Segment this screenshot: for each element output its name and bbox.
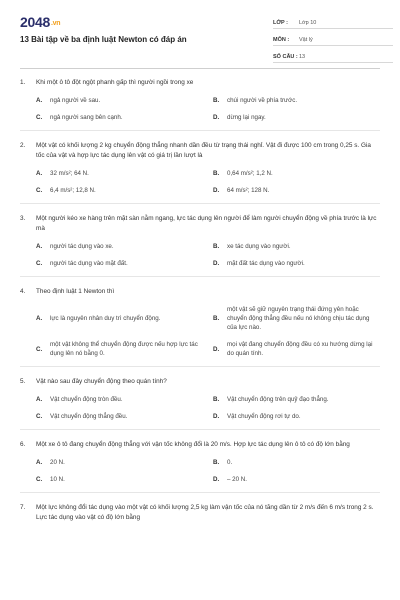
- question-text: Một vật có khối lượng 2 kg chuyển động thẳng nhanh dần đều từ trạng thái nghỉ. Vật đi được 100 cm trong 0,25 s. Gia tốc của vật và hợp lực tác dụng lên vật có giá trị lần lượt là: [36, 142, 371, 159]
- answer-option[interactable]: [36, 242, 203, 251]
- option-letter: B.: [213, 97, 220, 104]
- option-text: người tác dụng vào mặt đất.: [50, 260, 128, 267]
- meta-label: MÔN :: [273, 37, 290, 43]
- answer-option[interactable]: [213, 412, 380, 421]
- question-item: [20, 377, 380, 430]
- meta-value: Vật lý: [299, 37, 313, 43]
- question-item: [20, 440, 380, 493]
- option-letter: A.: [36, 243, 43, 250]
- answer-option[interactable]: [36, 412, 203, 421]
- question-number: 5.: [20, 378, 26, 385]
- meta-table: [273, 12, 393, 63]
- answer-option[interactable]: [36, 475, 203, 484]
- question-text: Một lực không đổi tác dụng vào một vật có khối lượng 2,5 kg làm vận tốc của nó tăng dần từ 2 m/s đến 6 m/s trong 2 s. Lực tác dụng vào vật có độ lớn bằng: [36, 504, 374, 521]
- question-header: [20, 503, 380, 523]
- option-letter: D.: [213, 260, 220, 267]
- option-letter: D.: [213, 114, 220, 121]
- logo-tld: .vn: [50, 19, 61, 27]
- question-number: 4.: [20, 288, 26, 295]
- option-text: – 20 N.: [227, 476, 247, 483]
- option-text: ngả người về sau.: [50, 97, 101, 104]
- option-text: 0.: [227, 459, 233, 466]
- answer-option[interactable]: [213, 340, 380, 358]
- question-text: Khi một ô tô đột ngột phanh gấp thì người ngồi trong xe: [36, 79, 194, 86]
- option-text: 0,64 m/s²; 1,2 N.: [227, 170, 273, 177]
- question-header: [20, 287, 380, 297]
- question-number: 1.: [20, 79, 26, 86]
- option-letter: A.: [36, 97, 43, 104]
- meta-value: 13: [299, 54, 306, 60]
- question-header: [20, 214, 380, 234]
- page-title: 13 Bài tập về ba định luật Newton có đáp án: [20, 35, 187, 44]
- meta-value: Lớp 10: [299, 20, 317, 26]
- answer-option[interactable]: [36, 458, 203, 467]
- meta-row-class: [273, 12, 393, 29]
- option-text: xe tác dụng vào người.: [227, 243, 291, 250]
- option-text: Vật chuyển động trên quỹ đạo thẳng.: [227, 396, 329, 403]
- answer-options: [20, 395, 380, 421]
- answer-options: [20, 458, 380, 484]
- question-header: [20, 377, 380, 387]
- question-text: Một người kéo xe hàng trên mặt sàn nằm ngang, lực tác dụng lên người để làm người chuyển động về phía trước là lực mà: [36, 215, 377, 232]
- option-text: Vật chuyển động rơi tự do.: [227, 413, 301, 420]
- option-text: chúi người về phía trước.: [227, 97, 298, 104]
- question-number: 2.: [20, 142, 26, 149]
- answer-option[interactable]: [213, 96, 380, 105]
- question-list: [20, 78, 380, 541]
- option-text: mọi vật đang chuyển động đều có xu hướng dừng lại do quán tính.: [227, 341, 373, 357]
- answer-options: [20, 169, 380, 195]
- option-letter: B.: [213, 315, 220, 322]
- answer-options: [20, 242, 380, 268]
- option-text: mặt đất tác dụng vào người.: [227, 260, 305, 267]
- answer-option[interactable]: [36, 169, 203, 178]
- question-header: [20, 440, 380, 450]
- question-item: [20, 287, 380, 367]
- meta-label: LỚP :: [273, 20, 288, 26]
- option-text: 6,4 m/s²; 12,8 N.: [50, 187, 96, 194]
- answer-option[interactable]: [36, 305, 203, 332]
- question-text: Theo định luật 1 Newton thì: [36, 288, 115, 295]
- option-text: ngả người sang bên cạnh.: [50, 114, 123, 121]
- answer-option[interactable]: [36, 96, 203, 105]
- question-item: [20, 78, 380, 131]
- option-letter: C.: [36, 413, 43, 420]
- answer-option[interactable]: [36, 340, 203, 358]
- option-letter: C.: [36, 476, 43, 483]
- option-text: 32 m/s²; 64 N.: [50, 170, 89, 177]
- question-header: [20, 141, 380, 161]
- option-letter: D.: [213, 187, 220, 194]
- answer-option[interactable]: [213, 113, 380, 122]
- answer-option[interactable]: [213, 259, 380, 268]
- option-letter: B.: [213, 243, 220, 250]
- answer-option[interactable]: [213, 475, 380, 484]
- meta-row-subject: [273, 29, 393, 46]
- option-letter: C.: [36, 114, 43, 121]
- question-number: 7.: [20, 504, 26, 511]
- option-letter: A.: [36, 170, 43, 177]
- question-text: Vật nào sau đây chuyển động theo quán tính?: [36, 378, 167, 385]
- option-letter: B.: [213, 459, 220, 466]
- question-number: 3.: [20, 215, 26, 222]
- header-divider: [20, 68, 380, 69]
- option-letter: D.: [213, 413, 220, 420]
- option-text: Vật chuyển động tròn đều.: [50, 396, 123, 403]
- question-header: [20, 78, 380, 88]
- answer-option[interactable]: [213, 242, 380, 251]
- option-letter: D.: [213, 476, 220, 483]
- question-item: [20, 214, 380, 277]
- question-text: Một xe ô tô đang chuyển động thẳng với vận tốc không đổi là 20 m/s. Hợp lực tác dụng lên ô tô có độ lớn bằng: [36, 441, 350, 448]
- option-letter: B.: [213, 170, 220, 177]
- option-letter: C.: [36, 345, 43, 353]
- answer-option[interactable]: [213, 305, 380, 332]
- option-letter: A.: [36, 396, 43, 403]
- page-header: [20, 0, 380, 70]
- answer-options: [20, 96, 380, 122]
- option-text: 20 N.: [50, 459, 65, 466]
- option-letter: A.: [36, 459, 43, 466]
- answer-option[interactable]: [36, 395, 203, 404]
- logo-main: 2048: [20, 14, 50, 30]
- answer-option[interactable]: [36, 186, 203, 195]
- option-text: dừng lại ngay.: [227, 114, 266, 121]
- option-text: người tác dụng vào xe.: [50, 243, 114, 250]
- answer-option[interactable]: [213, 458, 380, 467]
- option-text: Vật chuyển động thẳng đều.: [50, 413, 128, 420]
- answer-option[interactable]: [213, 186, 380, 195]
- question-number: 6.: [20, 441, 26, 448]
- question-item: [20, 503, 380, 531]
- answer-options: [20, 305, 380, 358]
- site-logo[interactable]: [20, 14, 60, 30]
- answer-option[interactable]: [213, 395, 380, 404]
- option-letter: D.: [213, 345, 220, 353]
- option-letter: B.: [213, 396, 220, 403]
- answer-option[interactable]: [213, 169, 380, 178]
- option-letter: C.: [36, 260, 43, 267]
- meta-label: SỐ CÂU :: [273, 54, 298, 60]
- option-text: lực là nguyên nhân duy trì chuyển động.: [50, 315, 161, 322]
- option-text: 10 N.: [50, 476, 65, 483]
- meta-row-count: [273, 46, 393, 63]
- option-letter: A.: [36, 315, 43, 322]
- answer-option[interactable]: [36, 259, 203, 268]
- question-item: [20, 141, 380, 204]
- answer-option[interactable]: [36, 113, 203, 122]
- option-letter: C.: [36, 187, 43, 194]
- option-text: một vật sẽ giữ nguyên trạng thái đứng yên hoặc chuyển động thẳng đều nếu nó không chịu tác dụng của lực nào.: [227, 306, 370, 331]
- option-text: 64 m/s²; 128 N.: [227, 187, 270, 194]
- option-text: một vật không thể chuyển động được nếu hợp lực tác dụng lên nó bằng 0.: [50, 341, 198, 357]
